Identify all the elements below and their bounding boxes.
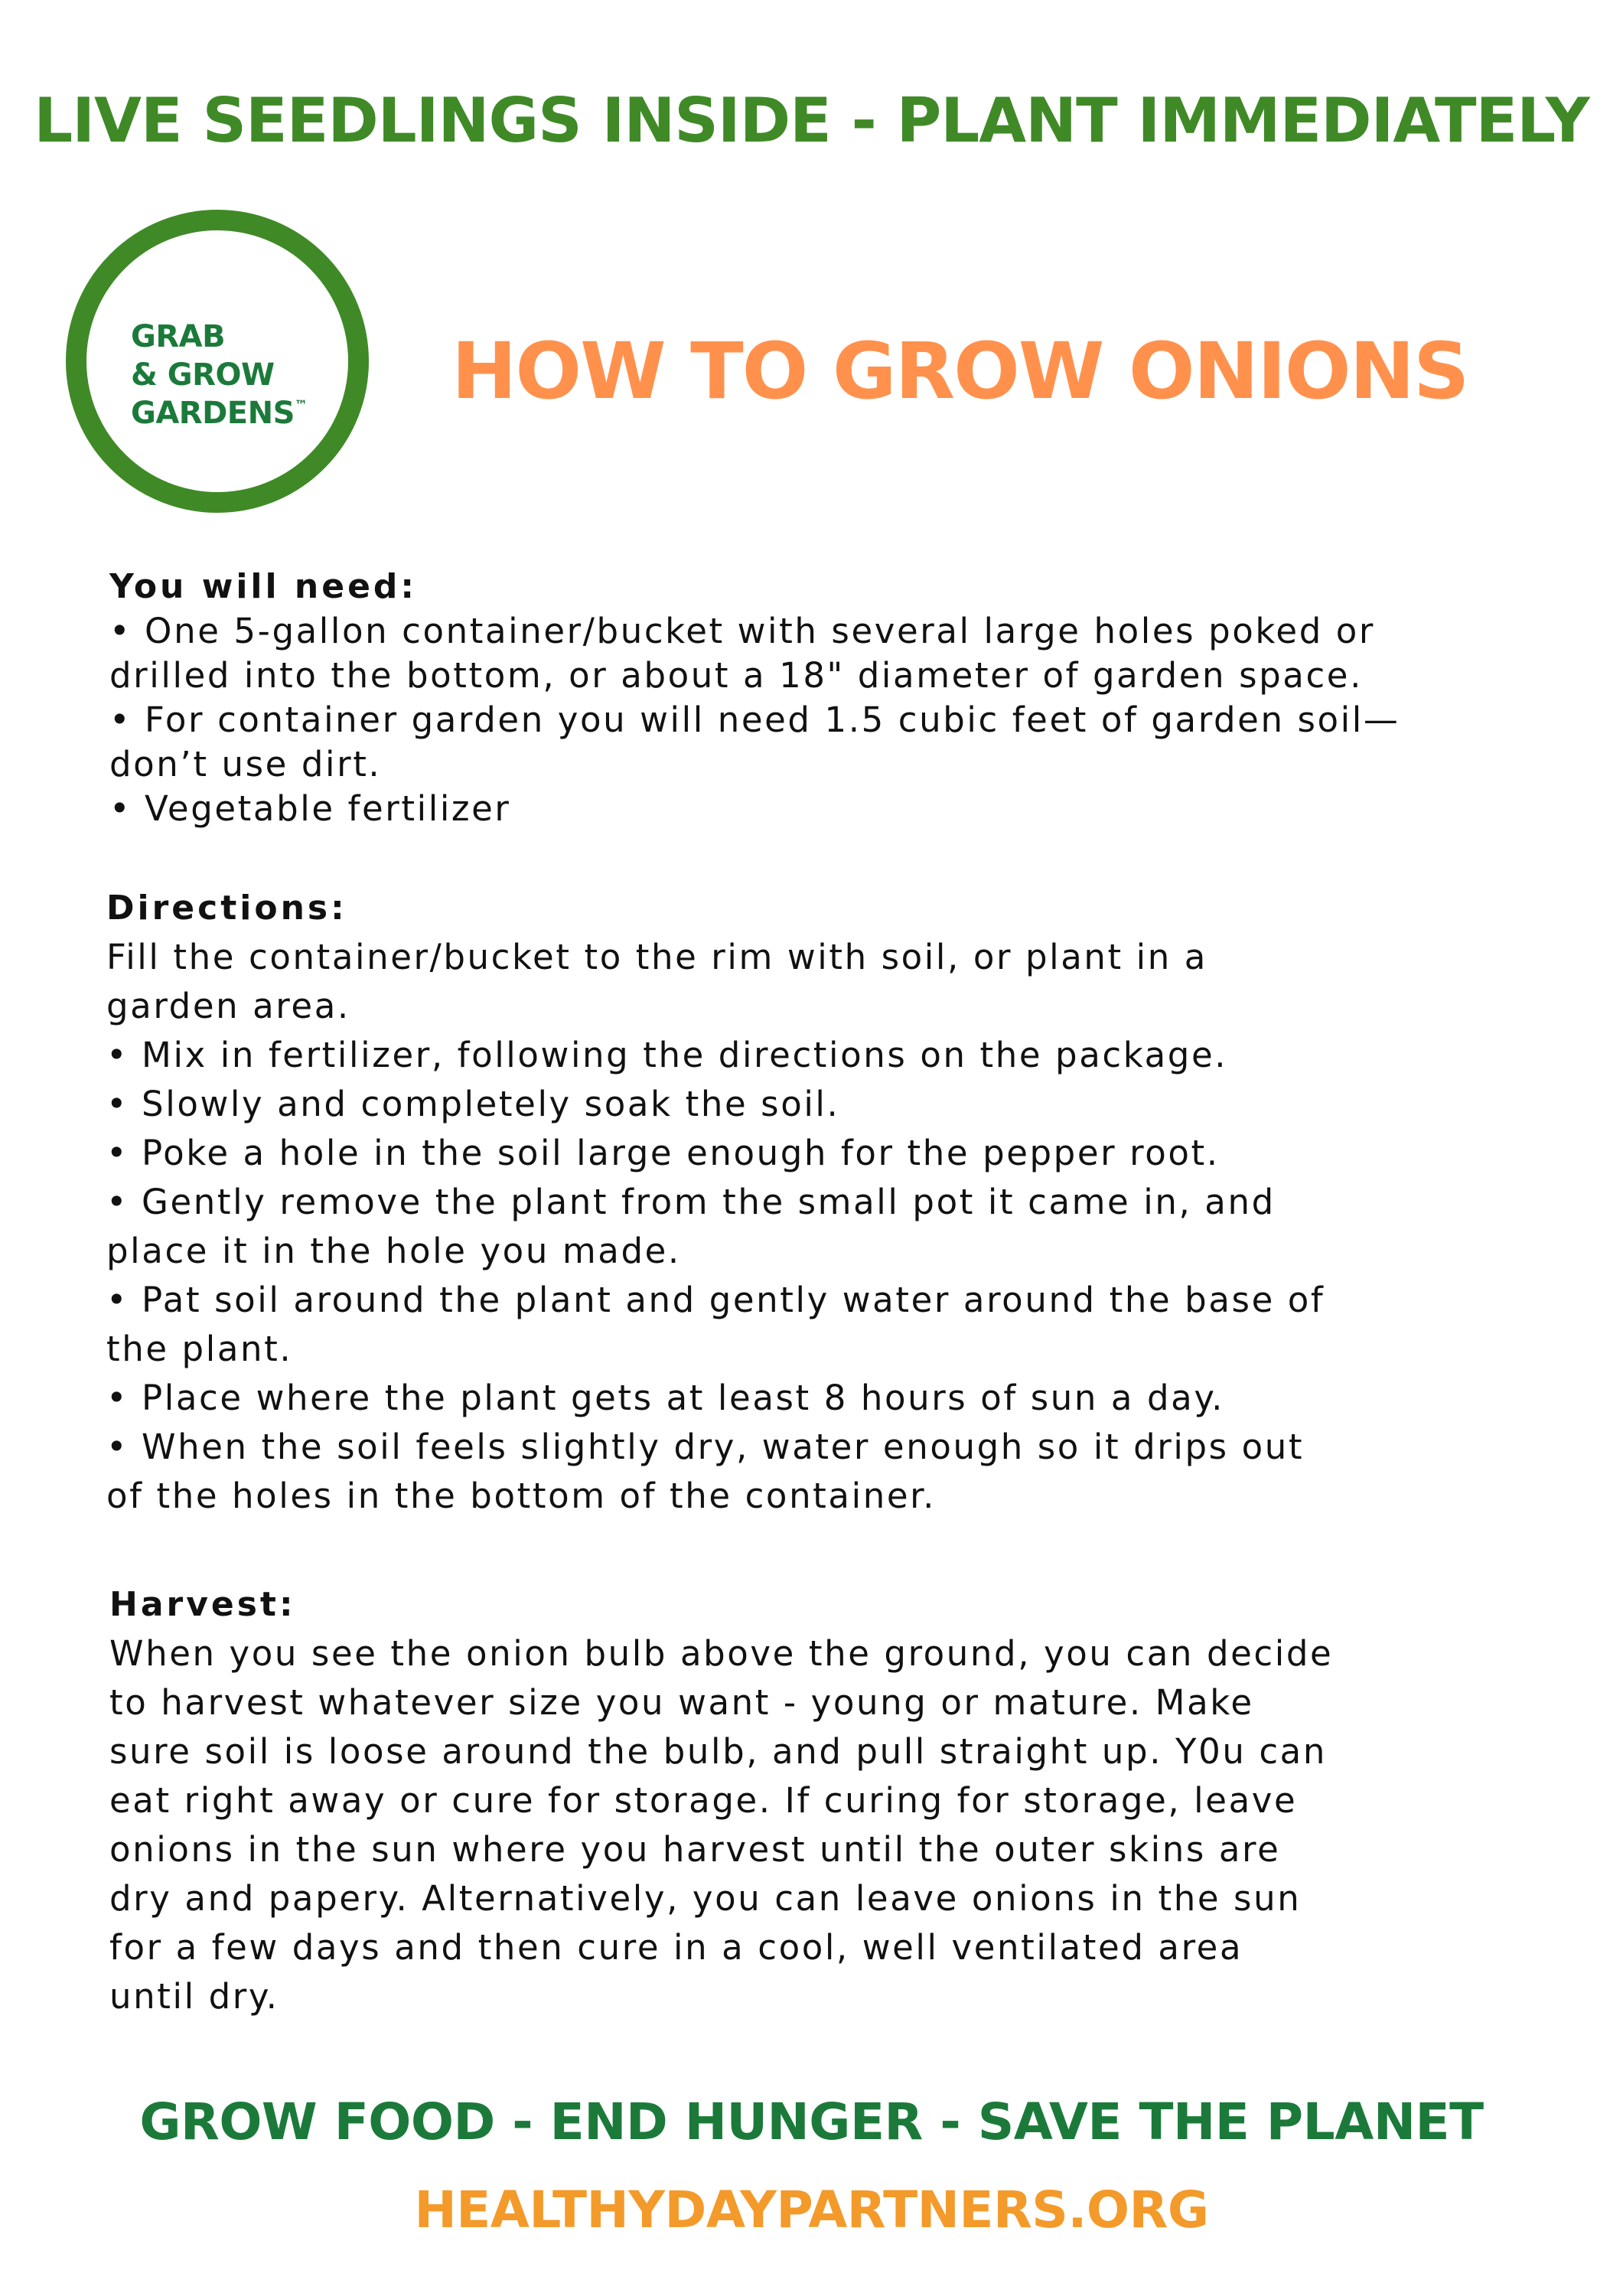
you-will-need-line: • Vegetable fertilizer bbox=[109, 788, 511, 829]
harvest-section bbox=[109, 1580, 1333, 2021]
harvest-line: eat right away or cure for storage. If curing for storage, leave bbox=[109, 1780, 1298, 1821]
directions-line: • Slowly and completely soak the soil. bbox=[106, 1084, 840, 1124]
you-will-need-section bbox=[109, 563, 1400, 833]
directions-line: • Pat soil around the plant and gently water around the base of bbox=[106, 1280, 1325, 1320]
directions-line: • Mix in fertilizer, following the directions on the package. bbox=[106, 1035, 1228, 1075]
directions-line: Fill the container/bucket to the rim with soil, or plant in a bbox=[106, 937, 1207, 977]
harvest-line: dry and papery. Alternatively, you can leave onions in the sun bbox=[109, 1878, 1302, 1919]
top-banner: LIVE SEEDLINGS INSIDE - PLANT IMMEDIATELY bbox=[34, 85, 1589, 156]
harvest-line: to harvest whatever size you want - young or mature. Make bbox=[109, 1682, 1254, 1723]
directions-line: • When the soil feels slightly dry, water enough so it drips out bbox=[106, 1427, 1305, 1467]
directions-section bbox=[106, 884, 1325, 1521]
trademark-symbol: ™ bbox=[294, 398, 308, 413]
you-will-need-line: don’t use dirt. bbox=[109, 744, 382, 784]
directions-line: garden area. bbox=[106, 986, 350, 1026]
logo-line-3-text: GARDENS bbox=[131, 396, 295, 431]
you-will-need-heading: You will need: bbox=[109, 567, 418, 606]
grab-and-grow-gardens-logo bbox=[66, 210, 369, 513]
directions-line: the plant. bbox=[106, 1329, 293, 1369]
page-title: HOW TO GROW ONIONS bbox=[451, 326, 1468, 417]
harvest-line: When you see the onion bulb above the ground, you can decide bbox=[109, 1633, 1334, 1674]
harvest-line: for a few days and then cure in a cool, well ventilated area bbox=[109, 1927, 1243, 1968]
logo-line-3 bbox=[131, 394, 307, 432]
harvest-line: onions in the sun where you harvest until the outer skins are bbox=[109, 1829, 1281, 1870]
logo-line-2: & GROW bbox=[131, 357, 275, 393]
directions-line: • Gently remove the plant from the small pot it came in, and bbox=[106, 1182, 1276, 1222]
logo-line-1: GRAB bbox=[131, 319, 226, 354]
directions-line: of the holes in the bottom of the container. bbox=[106, 1476, 936, 1516]
you-will-need-line: • For container garden you will need 1.5 cubic feet of garden soil— bbox=[109, 700, 1400, 740]
you-will-need-line: • One 5-gallon container/bucket with several large holes poked or bbox=[109, 611, 1376, 651]
directions-line: • Place where the plant gets at least 8 hours of sun a day. bbox=[106, 1378, 1225, 1418]
harvest-line: until dry. bbox=[109, 1976, 279, 2017]
harvest-line: sure soil is loose around the bulb, and pull straight up. Y0u can bbox=[109, 1731, 1327, 1772]
logo-wordmark bbox=[131, 318, 307, 432]
directions-line: • Poke a hole in the soil large enough for the pepper root. bbox=[106, 1133, 1220, 1173]
directions-line: place it in the hole you made. bbox=[106, 1231, 681, 1271]
footer-website: HEALTHYDAYPARTNERS.ORG bbox=[414, 2180, 1209, 2239]
harvest-heading: Harvest: bbox=[109, 1585, 296, 1624]
footer-slogan: GROW FOOD - END HUNGER - SAVE THE PLANET bbox=[139, 2092, 1484, 2151]
directions-heading: Directions: bbox=[106, 889, 347, 928]
you-will-need-line: drilled into the bottom, or about a 18" diameter of garden space. bbox=[109, 655, 1363, 696]
